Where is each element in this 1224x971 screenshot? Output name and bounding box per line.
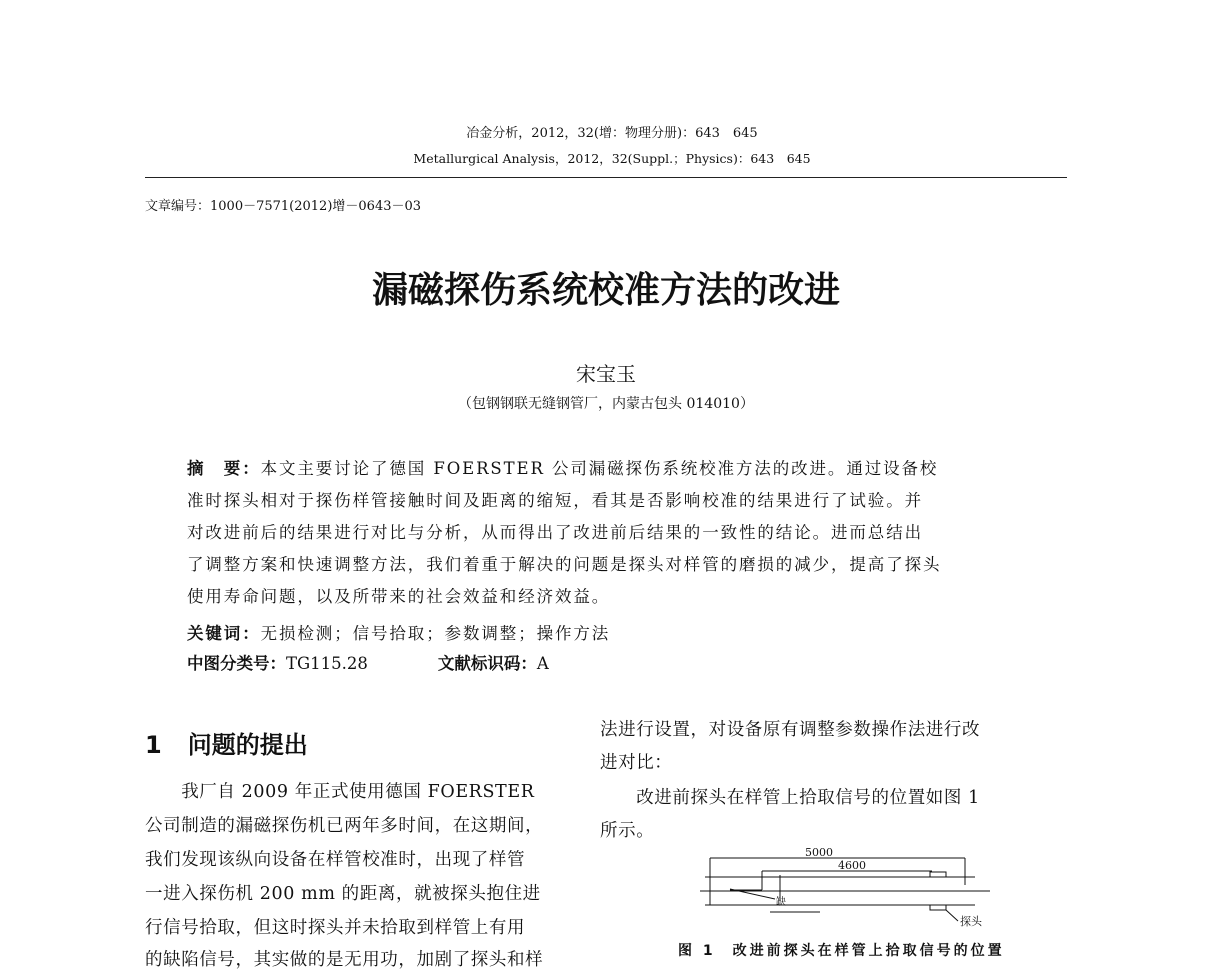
probe-label: 探头 — [960, 915, 982, 928]
abstract-line: 对改进前后的结果进行对比与分析，从而得出了改进前后结果的一致性的结论。进而总结出 — [187, 523, 923, 542]
paper-title: 漏磁探伤系统校准方法的改进 — [371, 270, 840, 311]
figure-caption: 图 1 改进前探头在样管上拾取信号的位置 — [678, 943, 1005, 959]
article-number: 文章编号：1000－7571(2012)增－0643－03 — [145, 199, 422, 214]
body-line: 我厂自 2009 年正式使用德国 FOERSTER — [145, 782, 535, 802]
body-line: 进对比： — [600, 753, 673, 773]
author: 宋宝玉 — [576, 362, 636, 386]
dimension-label: 4600 — [838, 859, 866, 872]
body-line: 一进入探伤机 200 mm 的距离，就被探头抱住进 — [145, 884, 541, 904]
journal-header-en: Metallurgical Analysis，2012，32(Suppl.；Physics)：643 645 — [413, 151, 811, 166]
abstract-line: 准时探头相对于探伤样管接触时间及距离的缩短，看其是否影响校准的结果进行了试验。并 — [187, 491, 923, 510]
classification: 中图分类号：TG115.28 文献标识码：A — [187, 654, 549, 673]
figure-1-diagram — [700, 845, 1000, 930]
abstract-label: 摘 要： — [187, 459, 261, 478]
dimension-label: 5000 — [805, 846, 833, 859]
body-line: 公司制造的漏磁探伤机已两年多时间，在这期间， — [145, 816, 544, 836]
body-line: 行信号拾取，但这时探头并未拾取到样管上有用 — [145, 918, 526, 938]
abstract-line: 使用寿命问题，以及所带来的社会效益和经济效益。 — [187, 587, 611, 606]
body-line: 的缺陷信号，其实做的是无用功，加剧了探头和样 — [145, 950, 544, 970]
defect-label: 缺 — [776, 897, 786, 908]
header-rule — [145, 177, 1067, 178]
body-line: 改进前探头在样管上拾取信号的位置如图 1 — [600, 788, 980, 808]
body-line: 我们发现该纵向设备在样管校准时，出现了样管 — [145, 850, 526, 870]
body-line: 所示。 — [600, 821, 655, 841]
keywords: 关键词：无损检测；信号拾取；参数调整；操作方法 — [187, 624, 611, 643]
abstract-line: 了调整方案和快速调整方法，我们着重于解决的问题是探头对样管的磨损的减少，提高了探头 — [187, 555, 942, 574]
journal-header-cn: 冶金分析，2012，32(增：物理分册)：643 645 — [466, 126, 758, 141]
section-heading: 1 问题的提出 — [145, 731, 308, 759]
affiliation: （包钢钢联无缝钢管厂，内蒙古包头 014010） — [458, 396, 754, 412]
body-line: 法进行设置，对设备原有调整参数操作法进行改 — [600, 720, 981, 740]
abstract-line: 摘 要：本文主要讨论了德国 FOERSTER 公司漏磁探伤系统校准方法的改进。通过设备校 — [187, 459, 939, 478]
